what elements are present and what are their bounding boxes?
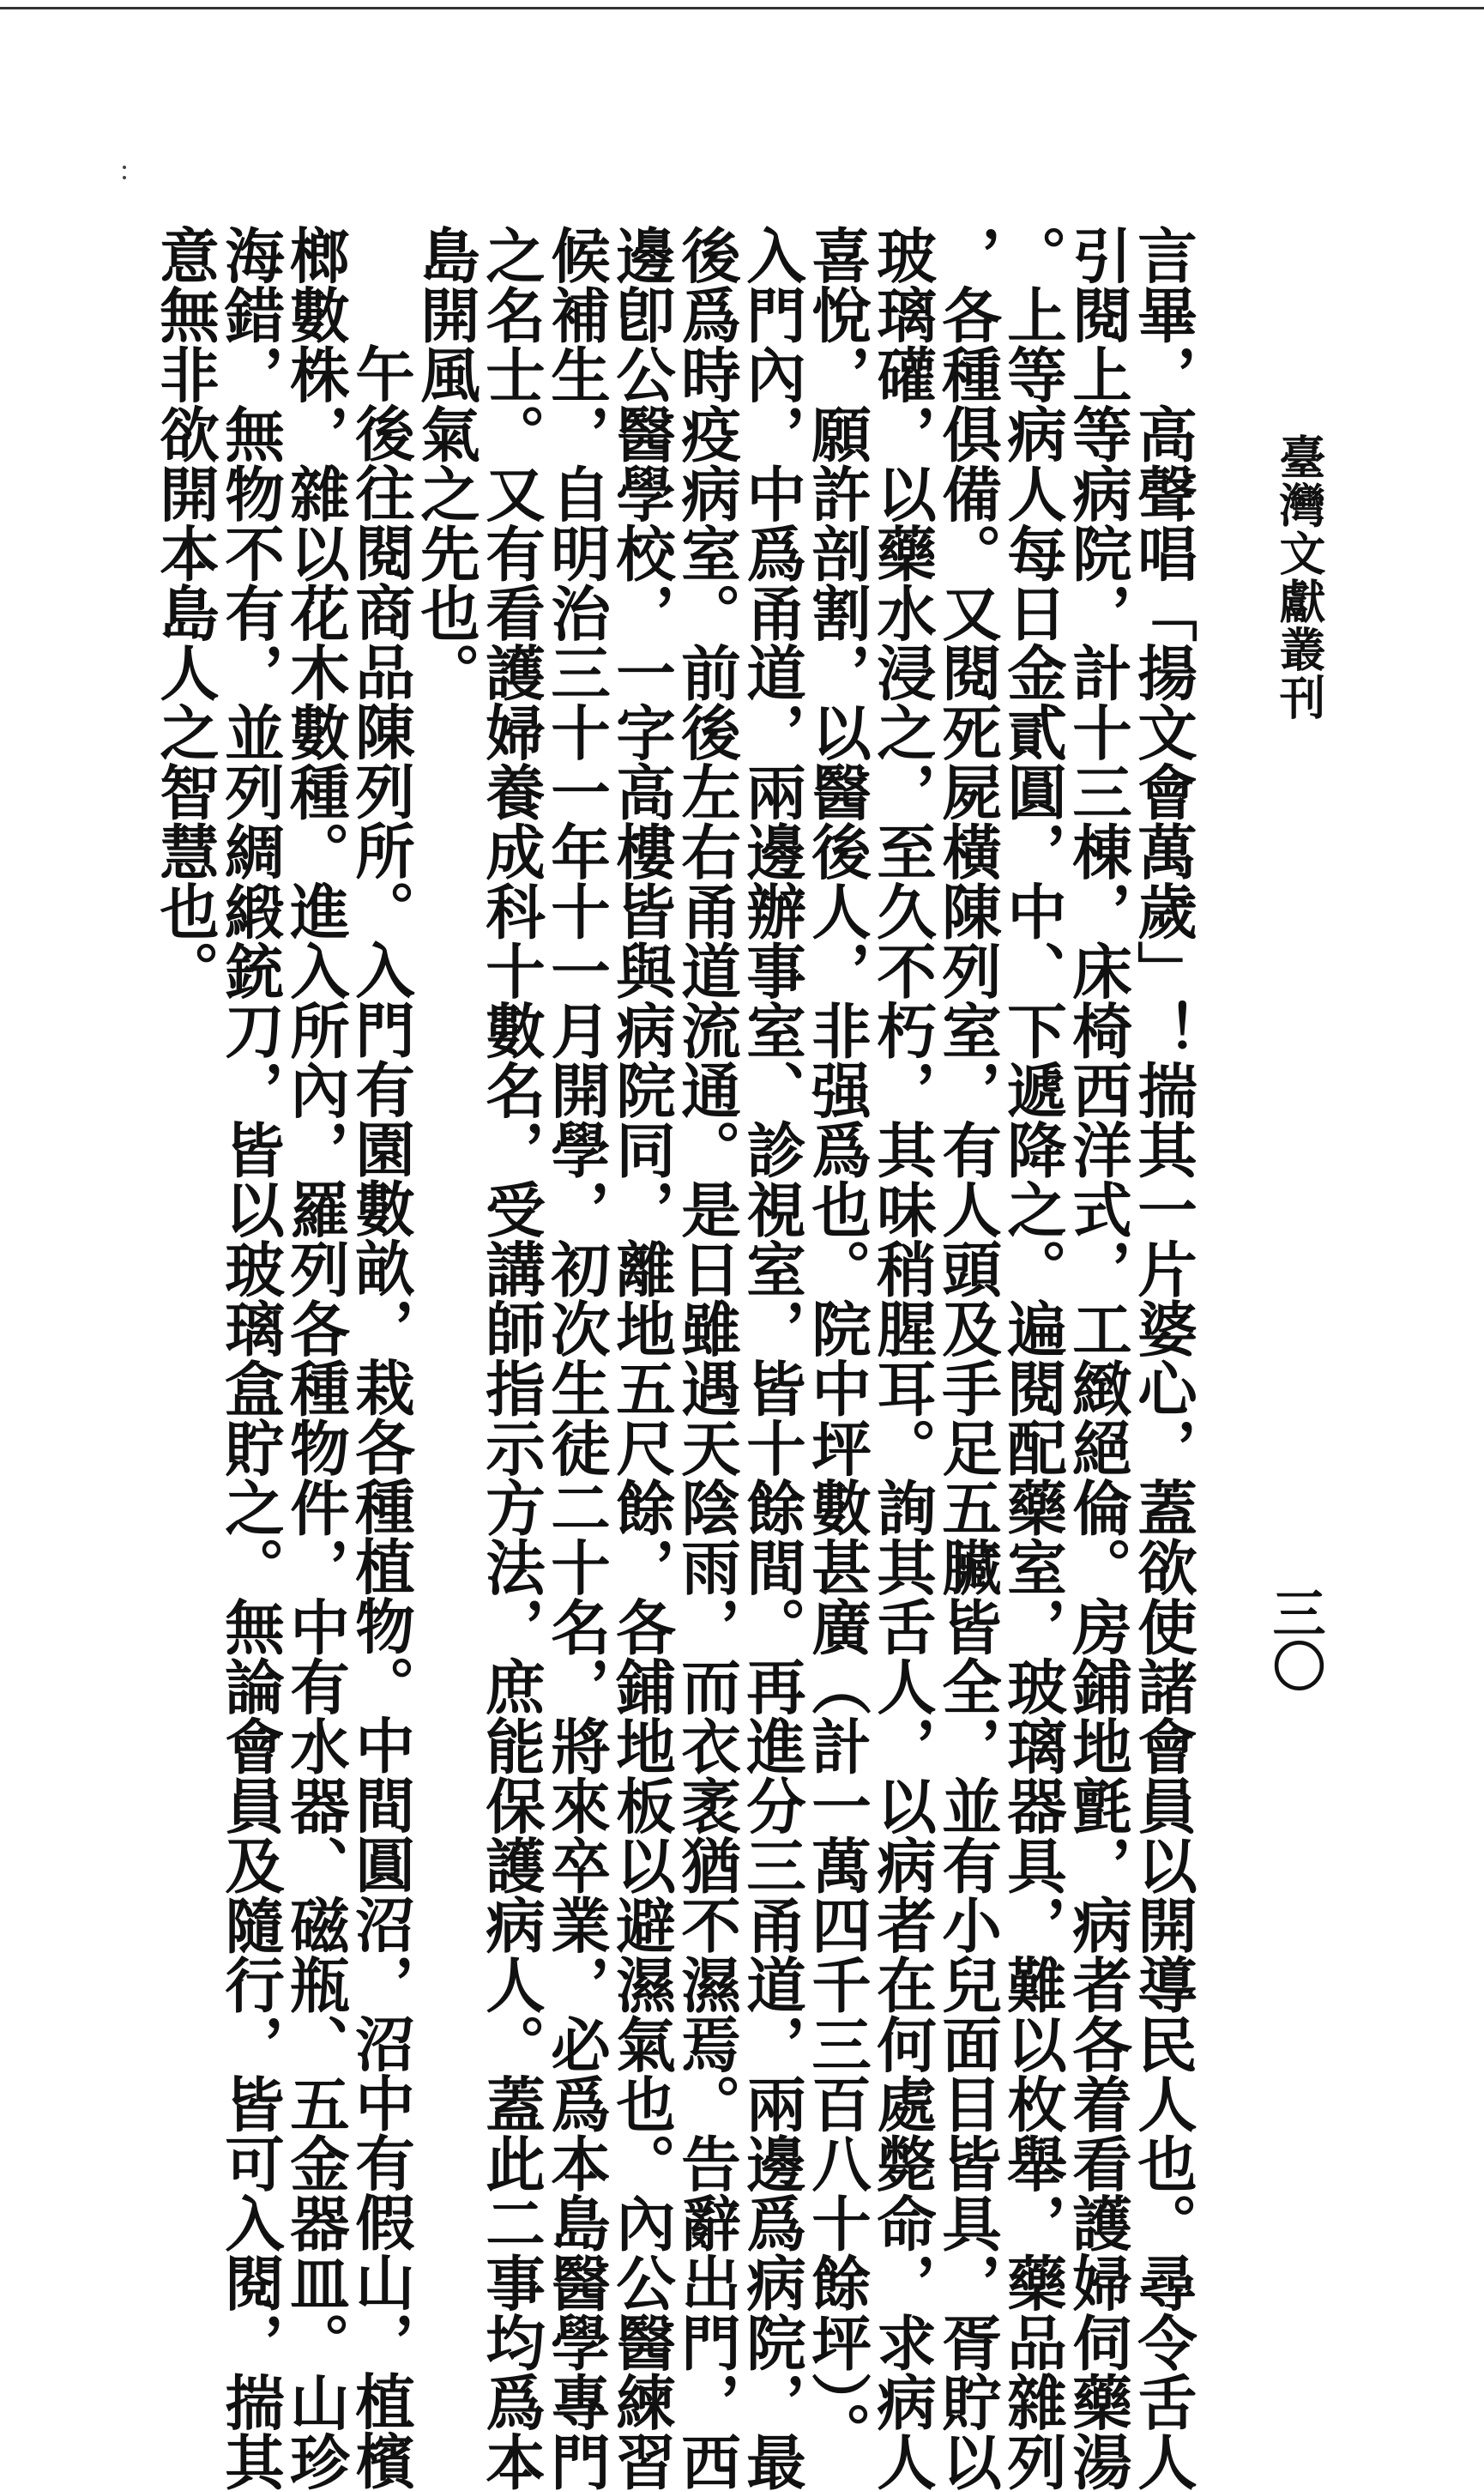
text-column: 言畢，高聲唱「揚文會萬歲」！揣其一片婆心，蓋欲使諸會員以開導民人也。尋令舌人 xyxy=(1127,225,1197,2491)
text-column: 。上等病人每日金貳圓，中、下遞降之。遍閱配藥室，玻璃器具，難以枚舉，藥品雜列 xyxy=(997,225,1066,2491)
text-column: 意無非欲開本島人之智慧也。 xyxy=(149,225,219,1001)
text-column: 玻璃礶，以藥水浸之，至久不朽，其味稍腥耳。詢其舌人，以病者在何處斃命，求病人 xyxy=(866,225,936,2491)
running-head: 臺灣文獻叢刊 xyxy=(1272,433,1327,722)
text-column: 午後往閱商品陳列所。入門有園數畝，栽各種植物。中間圓沼，沼中有假山，植檳 xyxy=(345,343,414,2490)
text-column: 候補生，自明治三十一年十一月開學，初次生徒二十名，將來卒業，必爲本島醫學專門 xyxy=(540,225,610,2491)
text-column: 後爲時疫病室。前後左右甬道流通。是日雖遇天陰雨，而衣袤猶不濕焉。告辭出門，西 xyxy=(671,225,740,2491)
body-text xyxy=(149,225,1197,2491)
top-rule xyxy=(0,7,1484,9)
text-column: 之名士。又有看護婦養成科十數名，受講師指示方法，庶能保護病人。蓋此二事均爲本 xyxy=(475,225,545,2491)
text-column: 入門內，中爲甬道，兩邊辦事室、診視室，皆十餘間。再進分三甬道，兩邊爲病院，最 xyxy=(736,225,805,2491)
text-column: 邊卽公醫學校，一字高樓皆與病院同，離地五尺餘，各鋪地板以避濕氣也。內公醫練習 xyxy=(606,225,675,2491)
text-column: 海錯，無物不有，並列綢緞銃刀，皆以玻璃盒貯之。無論會員及隨行，皆可入閱，揣其 xyxy=(214,225,284,2491)
text-column: 喜悅，願許剖割，以醫後人，非强爲也。院中坪數甚廣（計一萬四千三百八十餘坪）。 xyxy=(801,225,871,2462)
page-number: 三〇 xyxy=(1264,1586,1326,1692)
text-column: 引閱上等病院，計十三棟，床椅西洋式，工緻絕倫。房鋪地氈，病者各着看護婦伺藥湯 xyxy=(1062,225,1131,2491)
text-column: 榔數株，雜以花木數種。進入所內，羅列各種物件，中有水器、磁瓶、五金器皿。山珍 xyxy=(280,225,349,2491)
text-column: 島開風氣之先也。 xyxy=(410,225,480,702)
margin-dots xyxy=(123,166,126,190)
text-column: ，各種俱備。又閱死屍橫陳列室，有人頭及手足五臟皆全，並有小兒面目皆具，胥貯以 xyxy=(932,225,1001,2491)
